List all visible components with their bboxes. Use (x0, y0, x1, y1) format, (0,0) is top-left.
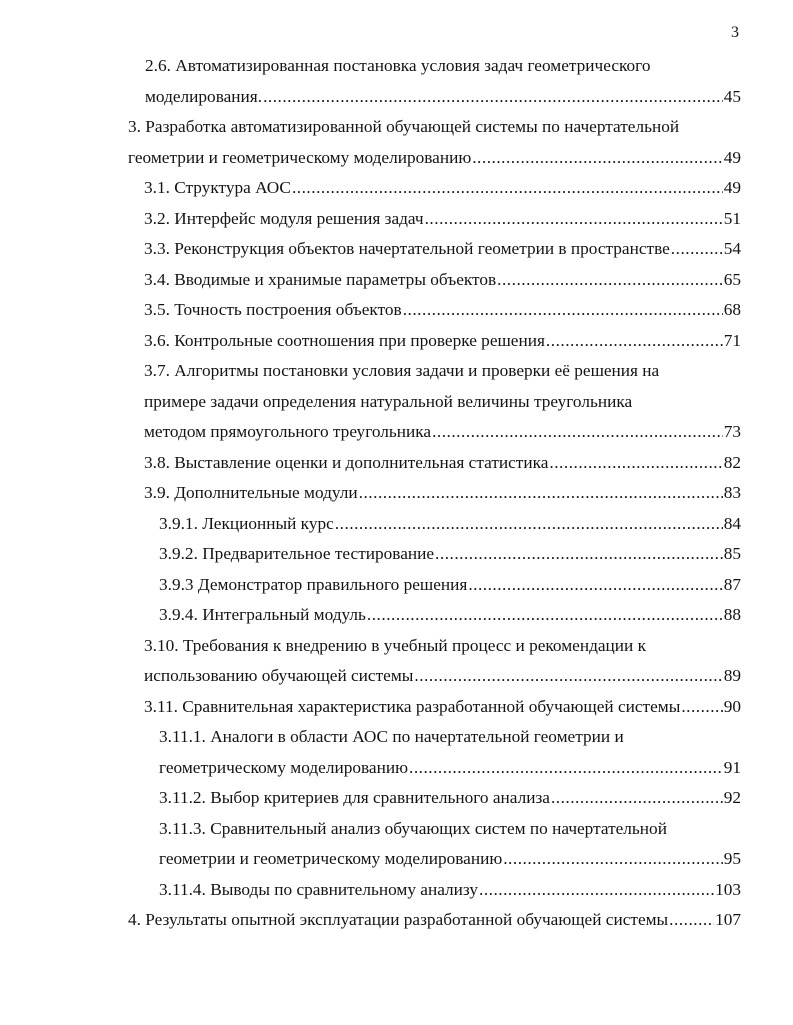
toc-page-number: 85 (723, 544, 741, 563)
toc-page-number: 73 (723, 422, 741, 441)
dot-leader (549, 448, 722, 479)
toc-entry-title: 3.9.3 Демонстратор правильного решения (159, 574, 468, 594)
toc-page-number: 65 (723, 269, 741, 289)
dot-leader (367, 600, 723, 631)
toc-entry-title: 4. Результаты опытной эксплуатации разработанной обучающей системы (128, 910, 669, 929)
dot-leader (671, 234, 723, 265)
toc-page-number: 49 (723, 147, 741, 167)
toc-entry-title: геометрическому моделированию (159, 757, 408, 777)
toc-entry-title: использованию обучающей системы (144, 666, 414, 685)
toc-entry-title: 3.11.4. Выводы по сравнительному анализу (159, 879, 478, 899)
toc-page-number: 51 (723, 208, 741, 228)
toc-page-number: 88 (723, 605, 741, 624)
toc-entry[interactable] (0, 326, 793, 357)
toc-entry[interactable] (0, 600, 793, 631)
toc-page-number: 82 (723, 452, 741, 472)
toc-entry[interactable] (0, 478, 793, 509)
toc-entry[interactable] (0, 875, 793, 906)
toc-page-number: 54 (723, 239, 741, 258)
toc-entry[interactable] (0, 539, 793, 570)
toc-entry[interactable] (0, 51, 793, 112)
toc-entry[interactable] (0, 570, 793, 601)
dot-leader (425, 204, 723, 235)
toc-entry-title: 3.5. Точность построения объектов (144, 300, 402, 319)
toc-page-number: 95 (723, 849, 741, 868)
dot-leader (359, 478, 723, 509)
toc-entry-title: методом прямоугольного треугольника (144, 422, 432, 441)
dot-leader (292, 173, 723, 204)
toc-entry-title: 3.11. Сравнительная характеристика разработанной обучающей системы (144, 696, 681, 716)
toc-entry[interactable] (0, 204, 793, 235)
dot-leader (669, 905, 714, 936)
toc-entry[interactable] (0, 234, 793, 265)
toc-page-number: 91 (723, 757, 741, 777)
dot-leader (497, 265, 723, 296)
toc-page-number: 45 (723, 86, 741, 106)
toc-entry-title: 3.2. Интерфейс модуля решения задач (144, 208, 424, 228)
dot-leader (403, 295, 723, 326)
toc-entry[interactable] (0, 722, 793, 783)
toc-page-number: 49 (723, 178, 741, 197)
toc-entry-title: 3.11.1. Аналоги в области АОС по начертательной геометрии и (159, 727, 624, 746)
toc-page-number: 87 (723, 574, 741, 594)
toc-entry[interactable] (0, 814, 793, 875)
dot-leader (432, 417, 723, 448)
toc-page-number: 68 (723, 300, 741, 319)
page-number: 3 (731, 24, 739, 41)
toc-entry-title: 3.9.4. Интегральный модуль (159, 605, 366, 624)
toc-entry-title: 3.3. Реконструкция объектов начертательной геометрии в пространстве (144, 239, 670, 258)
dot-leader (335, 509, 723, 540)
toc-entry-title: примере задачи определения натуральной величины треугольника (144, 391, 633, 411)
toc-entry[interactable] (0, 265, 793, 296)
toc-entry-title: 3.10. Требования к внедрению в учебный процесс и рекомендации к (144, 635, 647, 655)
dot-leader (479, 875, 714, 906)
toc-entry-title: 3.11.2. Выбор критериев для сравнительного анализа (159, 788, 550, 807)
toc-page-number: 107 (715, 910, 741, 929)
toc-page-number: 83 (723, 483, 741, 502)
dot-leader (435, 539, 723, 570)
toc-page-number: 89 (723, 666, 741, 685)
toc-entry-title: геометрии и геометрическому моделированию (128, 147, 472, 167)
toc-entry-title: 3.9.2. Предварительное тестирование (159, 544, 435, 563)
dot-leader (503, 844, 722, 875)
toc-entry-title: 3.1. Структура АОС (144, 178, 291, 197)
dot-leader (681, 692, 722, 723)
toc-entry-title: 3.4. Вводимые и хранимые параметры объектов (144, 269, 497, 289)
toc-page-number: 71 (723, 330, 741, 350)
toc-page-number: 84 (723, 513, 741, 533)
toc-entry-title: 3.9.1. Лекционный курс (159, 513, 334, 533)
table-of-contents (0, 51, 793, 936)
toc-entry-title: 3.11.3. Сравнительный анализ обучающих систем по начертательной (159, 818, 667, 838)
dot-leader (468, 570, 722, 601)
toc-entry[interactable] (0, 356, 793, 448)
toc-entry[interactable] (0, 783, 793, 814)
dot-leader (546, 326, 723, 357)
dot-leader (263, 82, 723, 113)
toc-entry[interactable] (0, 509, 793, 540)
toc-entry[interactable] (0, 112, 793, 173)
toc-entry-title: 3. Разработка автоматизированной обучающей системы по начертательной (128, 117, 680, 136)
toc-entry-title: 3.9. Дополнительные модули (144, 483, 358, 502)
toc-page-number: 90 (723, 696, 741, 716)
toc-entry[interactable] (0, 905, 793, 936)
dot-leader (472, 143, 722, 174)
toc-entry-title: 3.6. Контрольные соотношения при проверке решения (144, 330, 545, 350)
dot-leader (409, 753, 723, 784)
toc-entry-title: 2.6. Автоматизированная постановка условия задач геометрического (145, 56, 651, 75)
toc-entry[interactable] (0, 631, 793, 692)
toc-entry-title: моделирования. (145, 86, 263, 106)
toc-entry[interactable] (0, 295, 793, 326)
toc-page-number: 92 (723, 788, 741, 807)
toc-entry-title: геометрии и геометрическому моделированию (159, 849, 503, 868)
toc-entry[interactable] (0, 173, 793, 204)
dot-leader (551, 783, 723, 814)
toc-entry-title: 3.8. Выставление оценки и дополнительная статистика (144, 452, 549, 472)
toc-entry[interactable] (0, 692, 793, 723)
toc-entry[interactable] (0, 448, 793, 479)
dot-leader (414, 661, 722, 692)
toc-page-number: 103 (715, 879, 741, 899)
toc-entry-title: 3.7. Алгоритмы постановки условия задачи и проверки её решения на (144, 361, 660, 380)
